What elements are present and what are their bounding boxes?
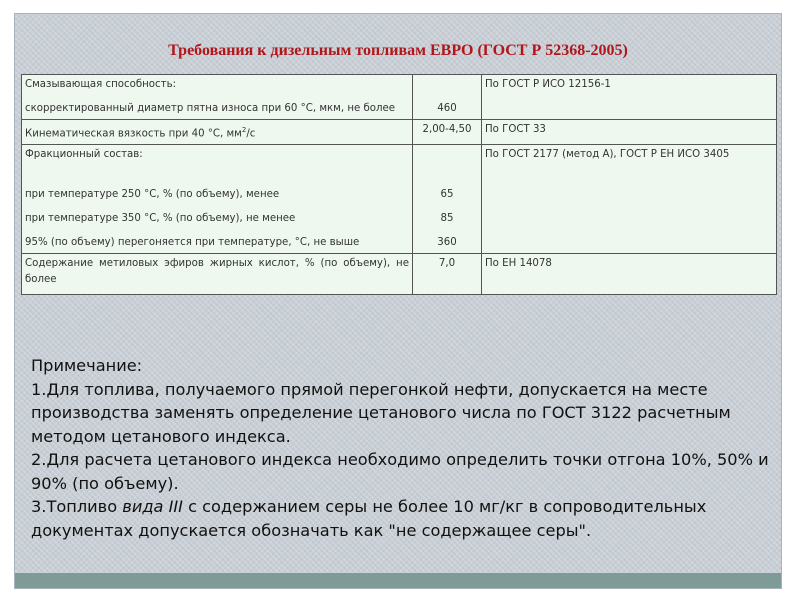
parameter-cell: Содержание метиловых эфиров жирных кислот, % (по объему), не более bbox=[22, 254, 413, 295]
footer-bar bbox=[15, 573, 781, 588]
note-item-3: 3.Топливо вида III с содержанием серы не более 10 мг/кг в сопроводительных документах допускается обозначать как "не содержащее серы". bbox=[31, 497, 707, 540]
method-cell: По ГОСТ Р ИСО 12156-1 bbox=[482, 75, 777, 120]
slide bbox=[14, 13, 782, 589]
parameter-cell: Смазывающая способность: скорректированный диаметр пятна износа при 60 °С, мкм, не более bbox=[22, 75, 413, 120]
table-row bbox=[22, 75, 777, 120]
value-cell: 2,00-4,50 bbox=[413, 120, 482, 145]
note-item-2: 2.Для расчета цетанового индекса необходимо определить точки отгона 10%, 50% и 90% (по объему). bbox=[31, 450, 769, 493]
value-cell: 65 85 360 bbox=[413, 145, 482, 254]
table-row bbox=[22, 254, 777, 295]
value-cell: 7,0 bbox=[413, 254, 482, 295]
parameter-cell: Фракционный состав: при температуре 250 °С, % (по объему), менее при температуре 350 °С, % (по объему), не менее 95% (по объему) перегоняется при температуре, °С, не выше bbox=[22, 145, 413, 254]
method-cell: По ГОСТ 2177 (метод А), ГОСТ Р ЕН ИСО 3405 bbox=[482, 145, 777, 254]
method-cell: По ЕН 14078 bbox=[482, 254, 777, 295]
slide-title: Требования к дизельным топливам ЕВРО (ГОСТ Р 52368-2005) bbox=[168, 42, 628, 59]
note-item-1: 1.Для топлива, получаемого прямой перегонкой нефти, допускается на месте производства заменять определение цетанового числа по ГОСТ 3122 расчетным методом цетанового индекса. bbox=[31, 379, 731, 446]
requirements-table bbox=[21, 74, 777, 295]
table-row bbox=[22, 120, 777, 145]
parameter-cell: Кинематическая вязкость при 40 °С, $мм^2/с$ bbox=[22, 120, 413, 145]
method-cell: По ГОСТ 33 bbox=[482, 120, 777, 145]
note-heading: Примечание: bbox=[31, 356, 143, 375]
note-block bbox=[31, 354, 776, 542]
value-cell: 460 bbox=[413, 75, 482, 120]
table-row bbox=[22, 145, 777, 254]
